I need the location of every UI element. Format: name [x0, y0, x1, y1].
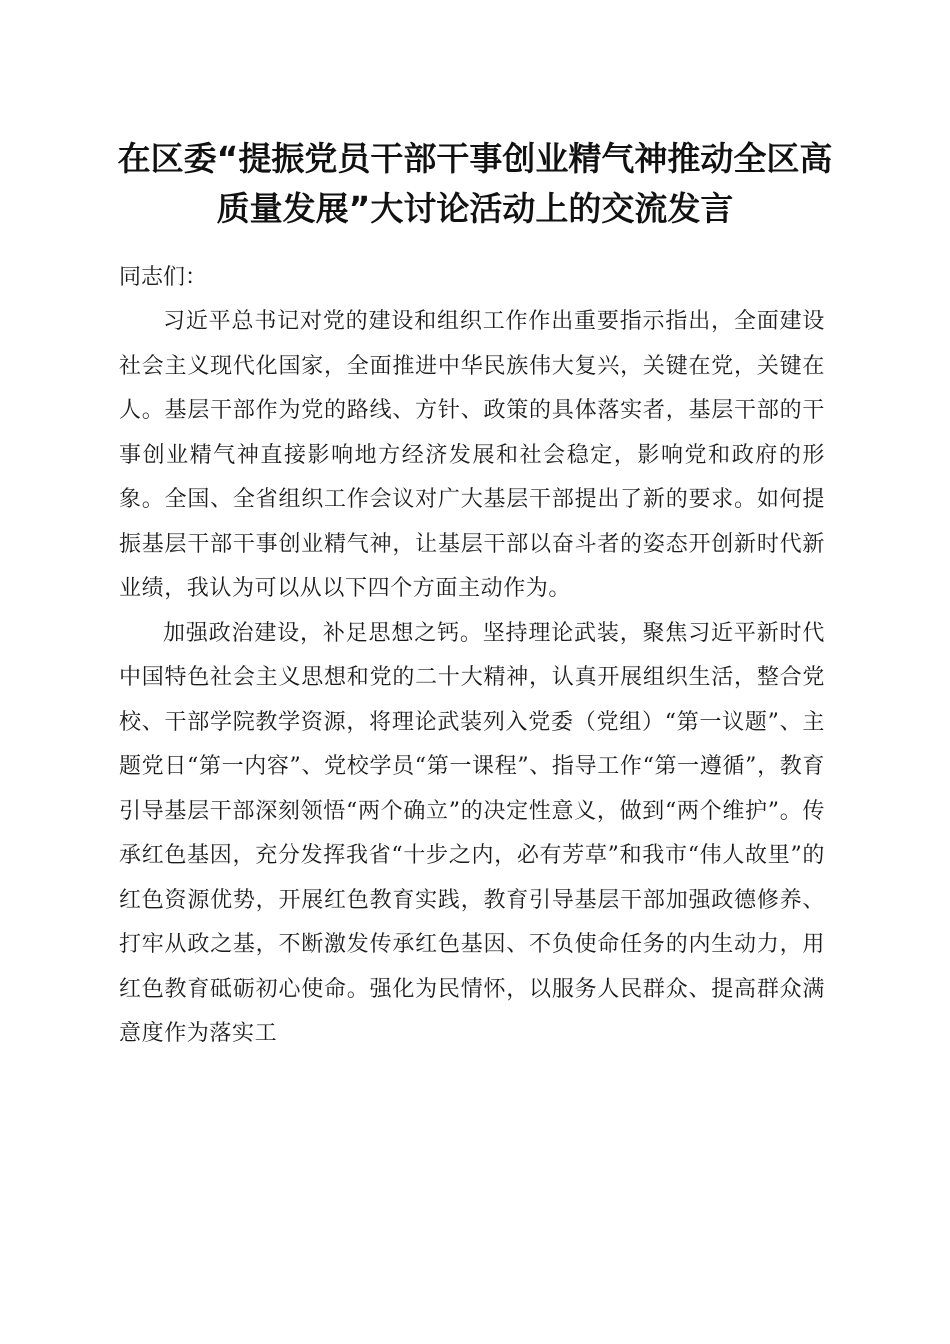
- document-title: 在区委“提振党员干部干事创业精气神推动全区高质量发展”大讨论活动上的交流发言: [117, 139, 833, 228]
- salutation: 同志们：: [119, 265, 208, 290]
- document-body: [119, 256, 825, 1057]
- paragraph-2: 加强政治建设，补足思想之钙。坚持理论武装，聚焦习近平新时代中国特色社会主义思想和党的二十大精神，认真开展组织生活，整合党校、干部学院教学资源，将理论武装列入党委（党组）“第一议题”、主题党日“第一内容”、党校学员“第一课程”、指导工作“第一遵循”，教育引导基层干部深刻领悟“两个确立”的决定性意义，做到“两个维护”。传承红色基因，充分发挥我省“十步之内，必有芳草”和我市“伟人故里”的红色资源优势，开展红色教育实践，教育引导基层干部加强政德修养、打牢从政之基，不断激发传承红色基因、不负使命任务的内生动力，用红色教育砥砺初心使命。强化为民情怀，以服务人民群众、提高群众满意度作为落实工: [119, 620, 825, 1046]
- paragraph-1: 习近平总书记对党的建设和组织工作作出重要指示指出，全面建设社会主义现代化国家，全面推进中华民族伟大复兴，关键在党，关键在人。基层干部作为党的路线、方针、政策的具体落实者，基层干部的干事创业精气神直接影响地方经济发展和社会稳定，影响党和政府的形象。全国、全省组织工作会议对广大基层干部提出了新的要求。如何提振基层干部干事创业精气神，让基层干部以奋斗者的姿态开创新时代新业绩，我认为可以从以下四个方面主动作为。: [119, 309, 825, 601]
